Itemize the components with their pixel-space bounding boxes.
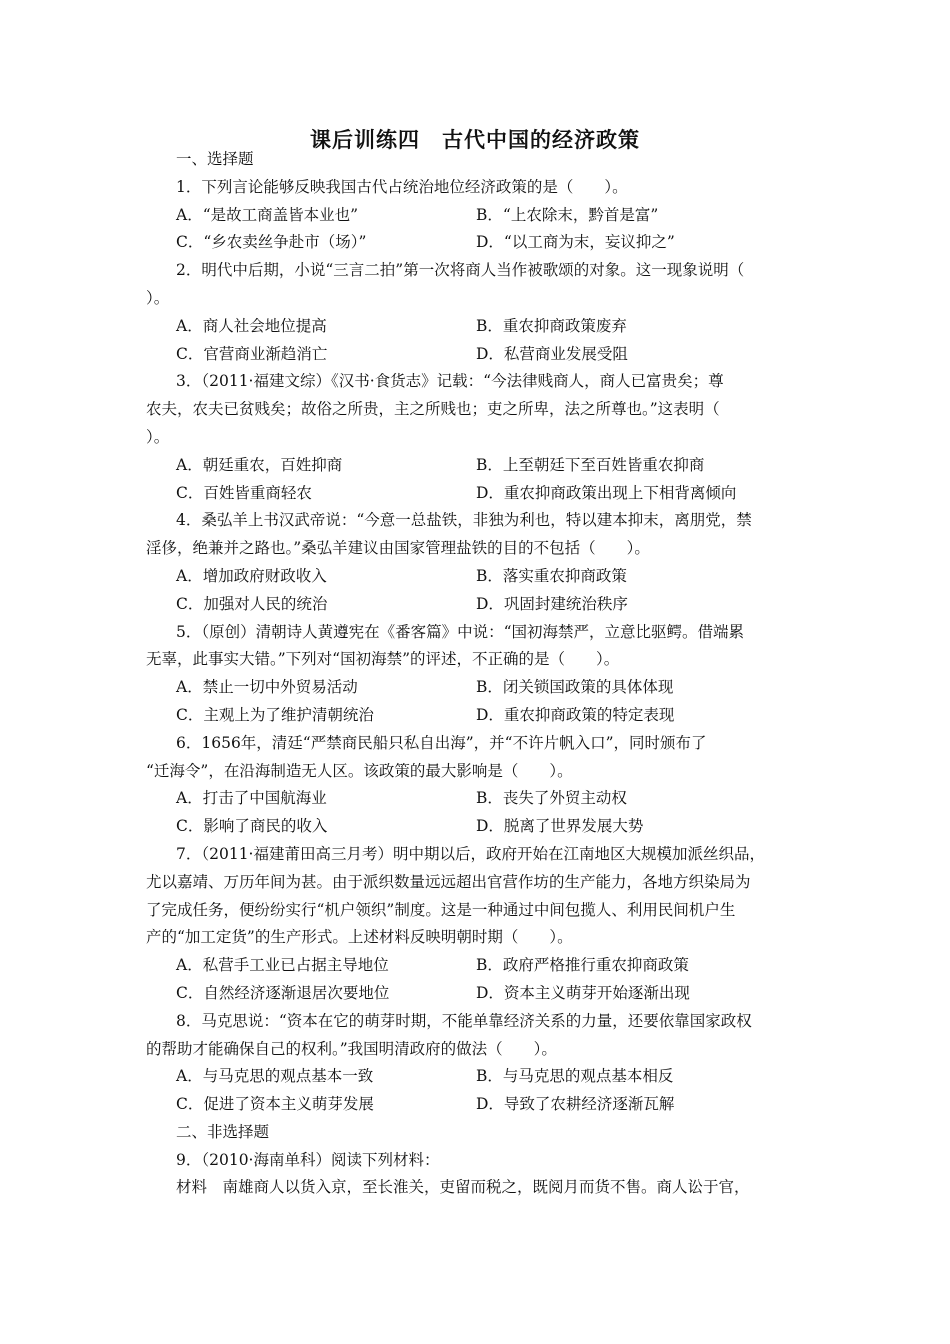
option-b: B．与马克思的观点基本相反: [476, 1067, 674, 1086]
option-a: A．私营手工业已占据主导地位: [176, 956, 389, 975]
question-1-stem: 1．下列言论能够反映我国古代占统治地位经济政策的是（ ）。: [176, 177, 628, 196]
question-7-stem-line-4: 产的“加工定货”的生产形式。上述材料反映明朝时期（ ）。: [146, 928, 573, 947]
question-2-options-row-1: [146, 313, 820, 341]
question-1-options-row-1: [146, 202, 820, 230]
question-7-stem-line-3: 了完成任务，便纷纷实行“机户领织”制度。这是一种通过中间包揽人、利用民间机户生: [146, 900, 736, 919]
option-a: A．朝廷重农，百姓抑商: [176, 455, 343, 474]
option-b: B．重农抑商政策废弃: [476, 316, 627, 335]
option-c: C．百姓皆重商轻农: [176, 483, 312, 502]
option-c: C．影响了商民的收入: [176, 817, 328, 836]
option-d: D．私营商业发展受阻: [476, 344, 628, 363]
question-1-options-row-2: [146, 229, 820, 257]
option-c: C．主观上为了维护清朝统治: [176, 705, 374, 724]
question-2-options-row-2: [146, 341, 820, 369]
question-3-stem-line-1: 3．（2011·福建文综）《汉书·食货志》记载：“今法律贱商人，商人已富贵矣；尊: [176, 372, 724, 391]
option-d: D．重农抑商政策的特定表现: [476, 705, 675, 724]
option-c: C．官营商业渐趋消亡: [176, 344, 328, 363]
section-heading-choice: 一、选择题: [176, 150, 254, 168]
question-9-stem: 9．（2010·海南单科）阅读下列材料：: [176, 1150, 440, 1169]
question-6-stem-line-2: “迁海令”，在沿海制造无人区。该政策的最大影响是（ ）。: [146, 761, 573, 780]
question-6-stem-line-1: 6．1656年，清廷“严禁商民船只私自出海”，并“不许片帆入口”，同时颁布了: [176, 733, 707, 752]
option-c: C．加强对人民的统治: [176, 594, 328, 613]
option-d: D．“以工商为末，妄议抑之”: [476, 233, 675, 252]
question-4-stem-line-2: 淫侈，绝兼并之路也。”桑弘羊建议由国家管理盐铁的目的不包括（ ）。: [146, 539, 650, 558]
question-5-options-row-2: [146, 702, 820, 730]
option-b: B．闭关锁国政策的具体体现: [476, 678, 674, 697]
option-b: B．政府严格推行重农抑商政策: [476, 956, 689, 975]
question-4-options-row-1: [146, 563, 820, 591]
document-body: [146, 146, 820, 1202]
question-4-options-row-2: [146, 591, 820, 619]
option-b: B．上至朝廷下至百姓皆重农抑商: [476, 455, 705, 474]
option-a: A．打击了中国航海业: [176, 789, 327, 808]
question-3-options-row-1: [146, 452, 820, 480]
question-5-stem-line-1: 5．（原创）清朝诗人黄遵宪在《番客篇》中说：“国初海禁严，立意比驱鳄。借端累: [176, 622, 745, 641]
question-3-options-row-2: [146, 480, 820, 508]
question-3-stem-line-3: ）。: [146, 427, 170, 446]
question-7-options-row-1: [146, 952, 820, 980]
question-4-stem-line-1: 4．桑弘羊上书汉武帝说：“今意一总盐铁，非独为利也，特以建本抑末，离朋党，禁: [176, 511, 752, 530]
option-d: D．脱离了世界发展大势: [476, 817, 644, 836]
title-part-1: 课后训练四: [310, 128, 420, 152]
question-2-stem-line-1: 2．明代中后期，小说“三言二拍”第一次将商人当作被歌颂的对象。这一现象说明（: [176, 261, 745, 280]
question-6-options-row-2: [146, 813, 820, 841]
question-9-material: 材料 南雄商人以货入京，至长淮关，吏留而税之，既阅月而货不售。商人讼于官，: [176, 1178, 750, 1197]
section-heading-non-choice: 二、非选择题: [176, 1122, 270, 1141]
question-8-stem-line-1: 8．马克思说：“资本在它的萌芽时期，不能单靠经济关系的力量，还要依靠国家政权: [176, 1011, 752, 1030]
question-8-stem-line-2: 的帮助才能确保自己的权利。”我国明清政府的做法（ ）。: [146, 1039, 557, 1058]
title-part-2: 古代中国的经济政策: [442, 128, 640, 152]
option-c: C．促进了资本主义萌芽发展: [176, 1095, 374, 1114]
option-c: C．自然经济逐渐退居次要地位: [176, 983, 390, 1002]
option-a: A．“是故工商盖皆本业也”: [176, 205, 359, 224]
option-b: B．丧失了外贸主动权: [476, 789, 627, 808]
option-a: A．禁止一切中外贸易活动: [176, 678, 358, 697]
question-2-stem-line-2: ）。: [146, 288, 170, 307]
option-a: A．增加政府财政收入: [176, 566, 327, 585]
option-d: D．导致了农耕经济逐渐瓦解: [476, 1095, 675, 1114]
question-3-stem-line-2: 农夫，农夫已贫贱矣；故俗之所贵，主之所贱也；吏之所卑，法之所尊也。”这表明（: [146, 400, 720, 419]
question-7-stem-line-1: 7．（2011·福建莆田高三月考）明中期以后，政府开始在江南地区大规模加派丝织品，: [176, 844, 765, 863]
option-b: B．“上农除末，黔首是富”: [476, 205, 659, 224]
question-5-options-row-1: [146, 674, 820, 702]
option-b: B．落实重农抑商政策: [476, 566, 627, 585]
option-a: A．商人社会地位提高: [176, 316, 327, 335]
option-d: D．巩固封建统治秩序: [476, 594, 628, 613]
question-7-stem-line-2: 尤以嘉靖、万历年间为甚。由于派织数量远远超出官营作坊的生产能力，各地方织染局为: [146, 872, 751, 891]
option-a: A．与马克思的观点基本一致: [176, 1067, 374, 1086]
option-d: D．重农抑商政策出现上下相背离倾向: [476, 483, 737, 502]
question-5-stem-line-2: 无辜，此事实大错。”下列对“国初海禁”的评述，不正确的是（ ）。: [146, 650, 620, 669]
question-8-options-row-1: [146, 1063, 820, 1091]
question-6-options-row-1: [146, 785, 820, 813]
option-c: C．“乡农卖丝争赴市（场）”: [176, 233, 367, 252]
question-7-options-row-2: [146, 980, 820, 1008]
option-d: D．资本主义萌芽开始逐渐出现: [476, 983, 690, 1002]
question-8-options-row-2: [146, 1091, 820, 1119]
